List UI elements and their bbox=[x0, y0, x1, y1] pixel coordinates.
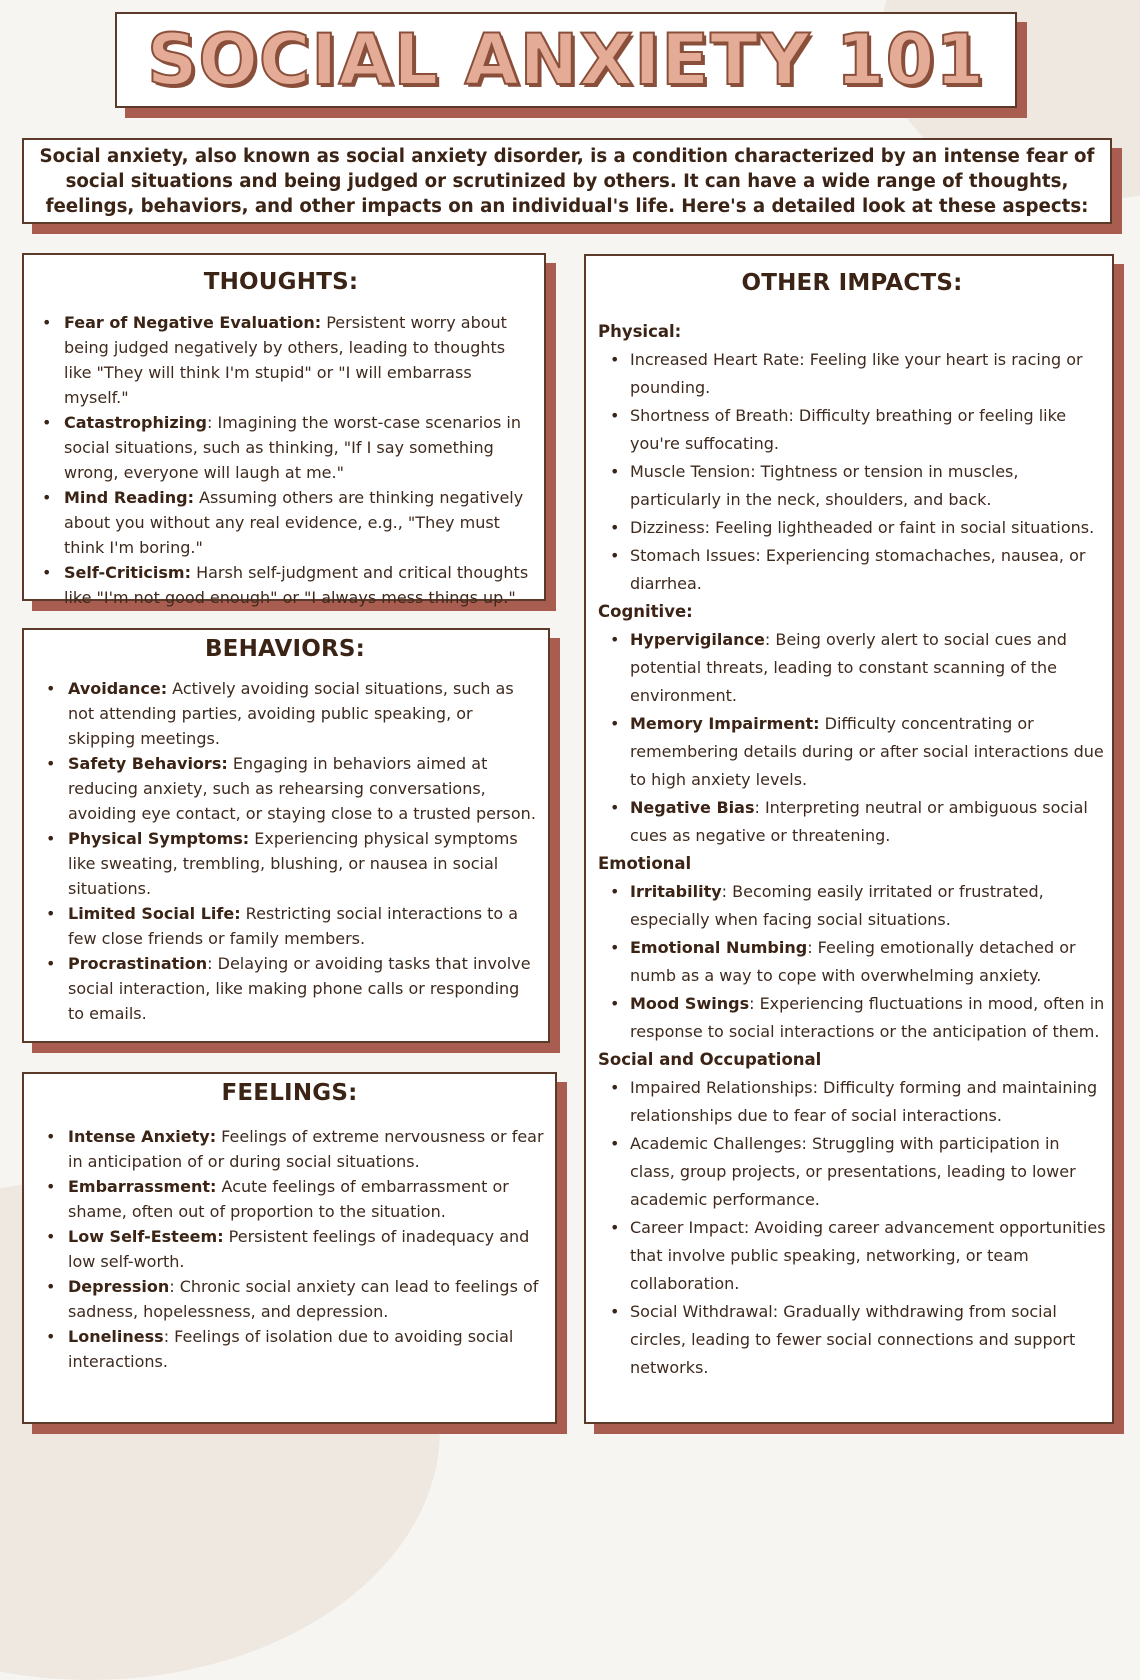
title-banner bbox=[115, 12, 1017, 108]
list-item bbox=[630, 794, 1106, 850]
item-text: Social Withdrawal: Gradually withdrawing from social circles, leading to fewer social connections and support networks. bbox=[630, 1302, 1076, 1377]
item-term: Negative Bias bbox=[630, 798, 755, 817]
item-text: Persistent feelings of inadequacy and low self-worth. bbox=[68, 1227, 530, 1271]
item-text: : Feelings of isolation due to avoiding social interactions. bbox=[68, 1327, 514, 1371]
item-term: Limited Social Life: bbox=[68, 904, 241, 923]
physical-list bbox=[598, 346, 1106, 598]
item-text: : Interpreting neutral or ambiguous social cues as negative or threatening. bbox=[630, 798, 1088, 845]
item-text: Career Impact: Avoiding career advancement opportunities that involve public speaking, networking, or team collaboration. bbox=[630, 1218, 1106, 1293]
section-title: OTHER IMPACTS: bbox=[741, 270, 963, 296]
list-item bbox=[68, 1174, 549, 1224]
list-item bbox=[68, 1224, 549, 1274]
list-item bbox=[630, 710, 1106, 794]
social-occupational-list bbox=[598, 1074, 1106, 1382]
item-term: Irritability bbox=[630, 882, 722, 901]
item-text: Acute feelings of embarrassment or shame, often out of proportion to the situation. bbox=[68, 1177, 509, 1221]
item-text: Persistent worry about being judged negatively by others, leading to thoughts like "They will think I'm stupid" or "I will embarrass myself." bbox=[64, 313, 507, 407]
page-title: SOCIAL ANXIETY 101 bbox=[146, 19, 985, 101]
intro-paragraph: Social anxiety, also known as social anxiety disorder, is a condition characterized by an intense fear of social situations and being judged or scrutinized by others. It can have a wide range of thoughts, feelings, behaviors, and other impacts on an individual's life. Here's a detailed look at these aspects: bbox=[39, 145, 1095, 217]
item-term: Avoidance: bbox=[68, 679, 168, 698]
section-title: BEHAVIORS: bbox=[204, 636, 366, 662]
list-item bbox=[630, 402, 1106, 458]
feelings-list bbox=[30, 1124, 549, 1374]
list-item bbox=[68, 1324, 549, 1374]
item-text: Impaired Relationships: Difficulty forming and maintaining relationships due to fear of social interactions. bbox=[630, 1078, 1098, 1125]
group-title-emotional: Emotional bbox=[598, 854, 692, 873]
item-text: Restricting social interactions to a few close friends or family members. bbox=[68, 904, 519, 948]
item-text: : Feeling emotionally detached or numb as a way to cope with overwhelming anxiety. bbox=[630, 938, 1076, 985]
list-item bbox=[630, 878, 1106, 934]
item-text: Academic Challenges: Struggling with participation in class, group projects, or presentations, leading to lower academic performance. bbox=[630, 1134, 1076, 1209]
item-text: Muscle Tension: Tightness or tension in muscles, particularly in the neck, shoulders, and back. bbox=[630, 462, 1019, 509]
list-item bbox=[64, 485, 536, 560]
item-text: Increased Heart Rate: Feeling like your heart is racing or pounding. bbox=[630, 350, 1083, 397]
item-text: Feelings of extreme nervousness or fear in anticipation of or during social situations. bbox=[68, 1127, 544, 1171]
item-text: : Chronic social anxiety can lead to feelings of sadness, hopelessness, and depression. bbox=[68, 1277, 539, 1321]
group-title-social-occupational: Social and Occupational bbox=[598, 1050, 822, 1069]
item-term: Catastrophizing bbox=[64, 413, 208, 432]
item-text: Dizziness: Feeling lightheaded or faint in social situations. bbox=[630, 518, 1095, 537]
item-term: Procrastination bbox=[68, 954, 208, 973]
item-term: Hypervigilance bbox=[630, 630, 765, 649]
item-term: Embarrassment: bbox=[68, 1177, 217, 1196]
group-title-physical: Physical: bbox=[598, 322, 682, 341]
item-term: Safety Behaviors: bbox=[68, 754, 228, 773]
list-item bbox=[68, 676, 540, 751]
intro-box bbox=[22, 138, 1112, 224]
item-term: Depression bbox=[68, 1277, 170, 1296]
item-term: Mind Reading: bbox=[64, 488, 194, 507]
list-item bbox=[64, 310, 536, 410]
list-item bbox=[630, 626, 1106, 710]
thoughts-list bbox=[26, 310, 536, 610]
group-title-cognitive: Cognitive: bbox=[598, 602, 693, 621]
behaviors-section bbox=[22, 628, 550, 1043]
emotional-list bbox=[598, 878, 1106, 1046]
item-text: Shortness of Breath: Difficulty breathing or feeling like you're suffocating. bbox=[630, 406, 1067, 453]
list-item bbox=[64, 410, 536, 485]
list-item bbox=[630, 1130, 1106, 1214]
list-item bbox=[630, 542, 1106, 598]
item-term: Fear of Negative Evaluation: bbox=[64, 313, 322, 332]
cognitive-list bbox=[598, 626, 1106, 850]
behaviors-list bbox=[30, 676, 540, 1026]
item-text: Harsh self-judgment and critical thoughts like "I'm not good enough" or "I always mess things up." bbox=[64, 563, 529, 607]
list-item bbox=[68, 826, 540, 901]
item-term: Emotional Numbing bbox=[630, 938, 808, 957]
list-item bbox=[68, 1124, 549, 1174]
item-text: : Being overly alert to social cues and potential threats, leading to constant scanning of the environment. bbox=[630, 630, 1067, 705]
section-title: THOUGHTS: bbox=[203, 269, 359, 295]
list-item bbox=[68, 951, 540, 1026]
item-term: Low Self-Esteem: bbox=[68, 1227, 224, 1246]
item-text: Engaging in behaviors aimed at reducing anxiety, such as rehearsing conversations, avoiding eye contact, or staying close to a trusted person. bbox=[68, 754, 536, 823]
list-item bbox=[630, 514, 1106, 542]
item-text: Experiencing physical symptoms like sweating, trembling, blushing, or nausea in social situations. bbox=[68, 829, 518, 898]
item-text: Difficulty concentrating or remembering details during or after social interactions due to high anxiety levels. bbox=[630, 714, 1104, 789]
list-item bbox=[64, 560, 536, 610]
item-term: Intense Anxiety: bbox=[68, 1127, 217, 1146]
item-term: Self-Criticism: bbox=[64, 563, 191, 582]
thoughts-section bbox=[22, 253, 546, 607]
list-item bbox=[630, 934, 1106, 990]
list-item bbox=[68, 901, 540, 951]
item-term: Memory Impairment: bbox=[630, 714, 820, 733]
item-text: Assuming others are thinking negatively about you without any real evidence, e.g., "They must think I'm boring." bbox=[64, 488, 524, 557]
item-text: : Delaying or avoiding tasks that involve social interaction, like making phone calls or responding to emails. bbox=[68, 954, 531, 1023]
section-title: FEELINGS: bbox=[221, 1080, 358, 1106]
item-text: : Becoming easily irritated or frustrated, especially when facing social situations. bbox=[630, 882, 1044, 929]
list-item bbox=[630, 1214, 1106, 1298]
other-impacts-section bbox=[584, 254, 1114, 1424]
list-item bbox=[68, 751, 540, 826]
item-term: Loneliness bbox=[68, 1327, 164, 1346]
item-text: : Imagining the worst-case scenarios in social situations, such as thinking, "If I say something wrong, everyone will laugh at me." bbox=[64, 413, 521, 482]
list-item bbox=[630, 1074, 1106, 1130]
list-item bbox=[630, 346, 1106, 402]
item-text: Actively avoiding social situations, such as not attending parties, avoiding public speaking, or skipping meetings. bbox=[68, 679, 514, 748]
list-item bbox=[68, 1274, 549, 1324]
item-text: Stomach Issues: Experiencing stomachaches, nausea, or diarrhea. bbox=[630, 546, 1086, 593]
list-item bbox=[630, 990, 1106, 1046]
list-item bbox=[630, 1298, 1106, 1382]
feelings-section bbox=[22, 1072, 557, 1424]
item-term: Mood Swings bbox=[630, 994, 750, 1013]
item-term: Physical Symptoms: bbox=[68, 829, 250, 848]
list-item bbox=[630, 458, 1106, 514]
item-text: : Experiencing fluctuations in mood, often in response to social interactions or the anticipation of them. bbox=[630, 994, 1105, 1041]
